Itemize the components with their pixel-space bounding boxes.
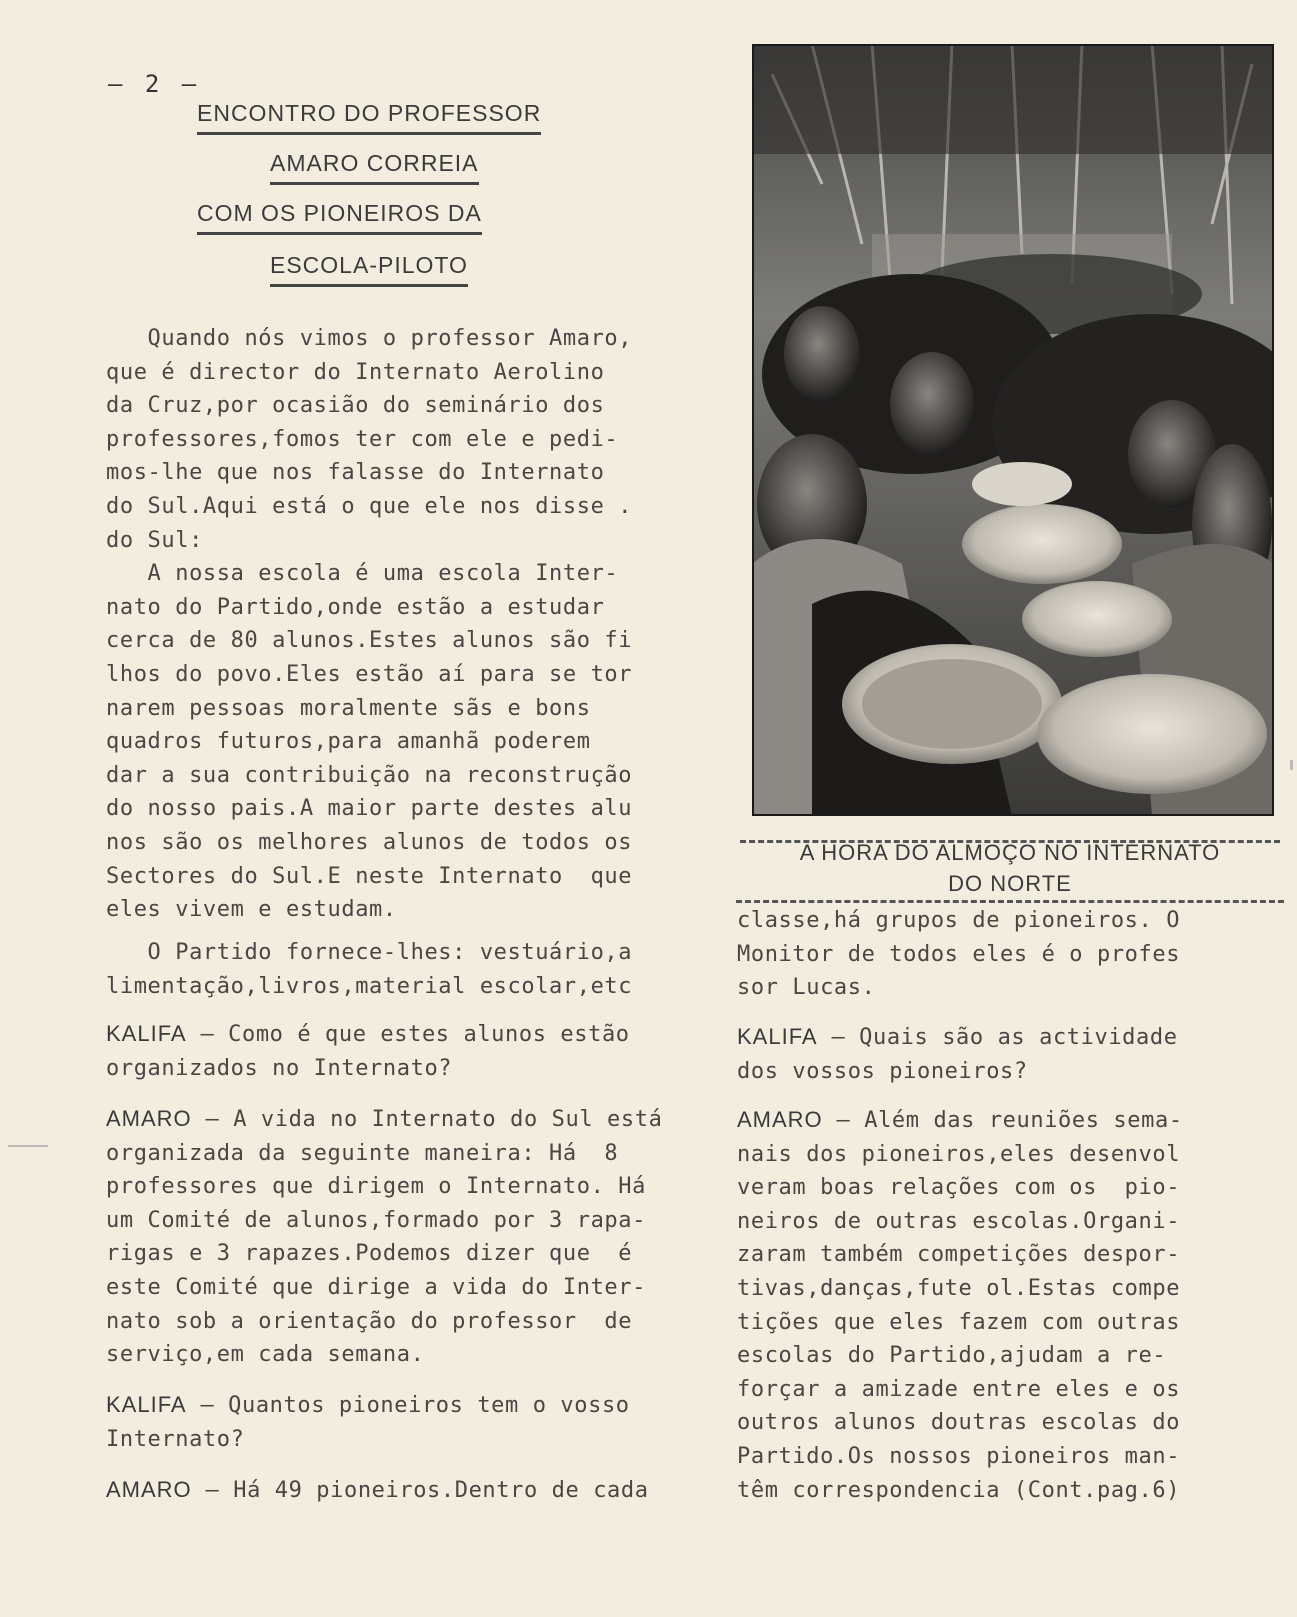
photo-caption-line-1: A HORA DO ALMOÇO NO INTERNATO — [799, 840, 1221, 865]
text-line: quadros futuros,para amanhã poderem — [106, 729, 591, 755]
speaker-name: KALIFA — [106, 1021, 187, 1046]
text-line: têm correspondencia (Cont.pag.6) — [737, 1477, 1181, 1503]
text-line: lhos do povo.Eles estão aí para se tor — [106, 661, 633, 687]
text-line: dos vossos pioneiros? — [737, 1058, 1028, 1084]
qa-kalifa-2 — [106, 1388, 630, 1456]
text-line: narem pessoas moralmente sãs e bons — [106, 695, 591, 721]
text-line: Internato? — [106, 1426, 245, 1452]
title-line-1: ENCONTRO DO PROFESSOR — [197, 100, 541, 135]
text-line: – Quantos pioneiros tem o vosso — [186, 1393, 630, 1418]
lunch-photo-image — [752, 44, 1274, 816]
text-line: nais dos pioneiros,eles desenvol — [737, 1141, 1181, 1167]
text-line: forçar a amizade entre eles e os — [737, 1376, 1181, 1402]
scan-mark — [8, 1145, 48, 1147]
text-line: Monitor de todos eles é o profes — [737, 941, 1181, 967]
title-line-3: COM OS PIONEIROS DA — [197, 200, 482, 235]
text-line: nos são os melhores alunos de todos os — [106, 829, 633, 855]
text-line: do Sul: — [106, 527, 203, 553]
text-line: – A vida no Internato do Sul está — [191, 1107, 663, 1132]
text-line: tivas,danças,fute ol.Estas compe — [737, 1275, 1181, 1301]
text-line: cerca de 80 alunos.Estes alunos são fi — [106, 628, 633, 654]
text-line: Partido.Os nossos pioneiros man- — [737, 1443, 1181, 1469]
photo-caption-line-2: DO NORTE — [948, 871, 1072, 896]
text-line: da Cruz,por ocasião do seminário dos — [106, 393, 605, 419]
text-line: tições que eles fazem com outras — [737, 1309, 1181, 1335]
text-line: rigas e 3 rapazes.Podemos dizer que é — [106, 1241, 633, 1267]
text-line: do nosso pais.A maior parte destes alu — [106, 796, 633, 822]
title-line-2: AMARO CORREIA — [270, 150, 479, 185]
text-line: A nossa escola é uma escola Inter- — [106, 561, 619, 587]
title-line-4: ESCOLA-PILOTO — [270, 252, 468, 287]
speaker-name: AMARO — [106, 1106, 192, 1131]
right-continuation — [737, 904, 1180, 1005]
text-line: O Partido fornece-lhes: vestuário,a — [106, 940, 633, 965]
text-line: – Como é que estes alunos estão — [186, 1022, 630, 1047]
text-line: Quando nós vimos o professor Amaro, — [106, 326, 633, 351]
text-line: do Sul.Aqui está o que ele nos disse . — [106, 493, 633, 519]
qa-kalifa-1 — [106, 1017, 630, 1085]
text-line: outros alunos doutras escolas do — [737, 1410, 1181, 1436]
text-line: neiros de outras escolas.Organi- — [737, 1208, 1181, 1234]
text-line: serviço,em cada semana. — [106, 1342, 425, 1368]
text-line: limentação,livros,material escolar,etc — [106, 973, 633, 999]
text-line: nato do Partido,onde estão a estudar — [106, 594, 605, 620]
qa-amaro-1 — [106, 1102, 662, 1372]
speaker-name: KALIFA — [106, 1392, 187, 1417]
text-line: professores,fomos ter com ele e pedi- — [106, 426, 619, 452]
text-line: veram boas relações com os pio- — [737, 1175, 1181, 1201]
text-line: organizados no Internato? — [106, 1055, 453, 1081]
text-line: este Comité que dirige a vida do Inter- — [106, 1274, 646, 1300]
text-line: que é director do Internato Aerolino — [106, 359, 605, 385]
speaker-name: KALIFA — [737, 1024, 818, 1049]
speaker-name: AMARO — [737, 1107, 823, 1132]
page-number: – 2 – — [108, 70, 201, 98]
qa-amaro-2 — [106, 1473, 649, 1508]
text-line: – Há 49 pioneiros.Dentro de cada — [191, 1478, 649, 1503]
intro-text-2 — [106, 936, 632, 1003]
lunch-photo — [752, 44, 1274, 816]
text-line: sor Lucas. — [737, 975, 876, 1001]
text-line: Sectores do Sul.E neste Internato que — [106, 863, 633, 889]
text-line: organizada da seguinte maneira: Há 8 — [106, 1140, 619, 1166]
text-line: classe,há grupos de pioneiros. O — [737, 908, 1181, 933]
text-line: dar a sua contribuição na reconstrução — [106, 762, 633, 788]
text-line: professores que dirigem o Internato. Há — [106, 1174, 646, 1200]
speaker-name: AMARO — [106, 1477, 192, 1502]
qa-kalifa-3 — [737, 1020, 1178, 1088]
text-line: um Comité de alunos,formado por 3 rapa- — [106, 1207, 646, 1233]
text-line: mos-lhe que nos falasse do Internato — [106, 460, 605, 486]
text-line: – Quais são as actividade — [817, 1025, 1178, 1050]
text-line: eles vivem e estudam. — [106, 897, 397, 923]
text-line: – Além das reuniões sema- — [822, 1108, 1183, 1133]
intro-text — [106, 322, 632, 927]
qa-amaro-3 — [737, 1103, 1183, 1507]
text-line: escolas do Partido,ajudam a re- — [737, 1343, 1167, 1369]
text-line: nato sob a orientação do professor de — [106, 1308, 633, 1334]
scan-mark — [1290, 760, 1293, 770]
text-line: zaram também competições despor- — [737, 1242, 1181, 1268]
caption-rule-bottom — [736, 900, 1284, 903]
